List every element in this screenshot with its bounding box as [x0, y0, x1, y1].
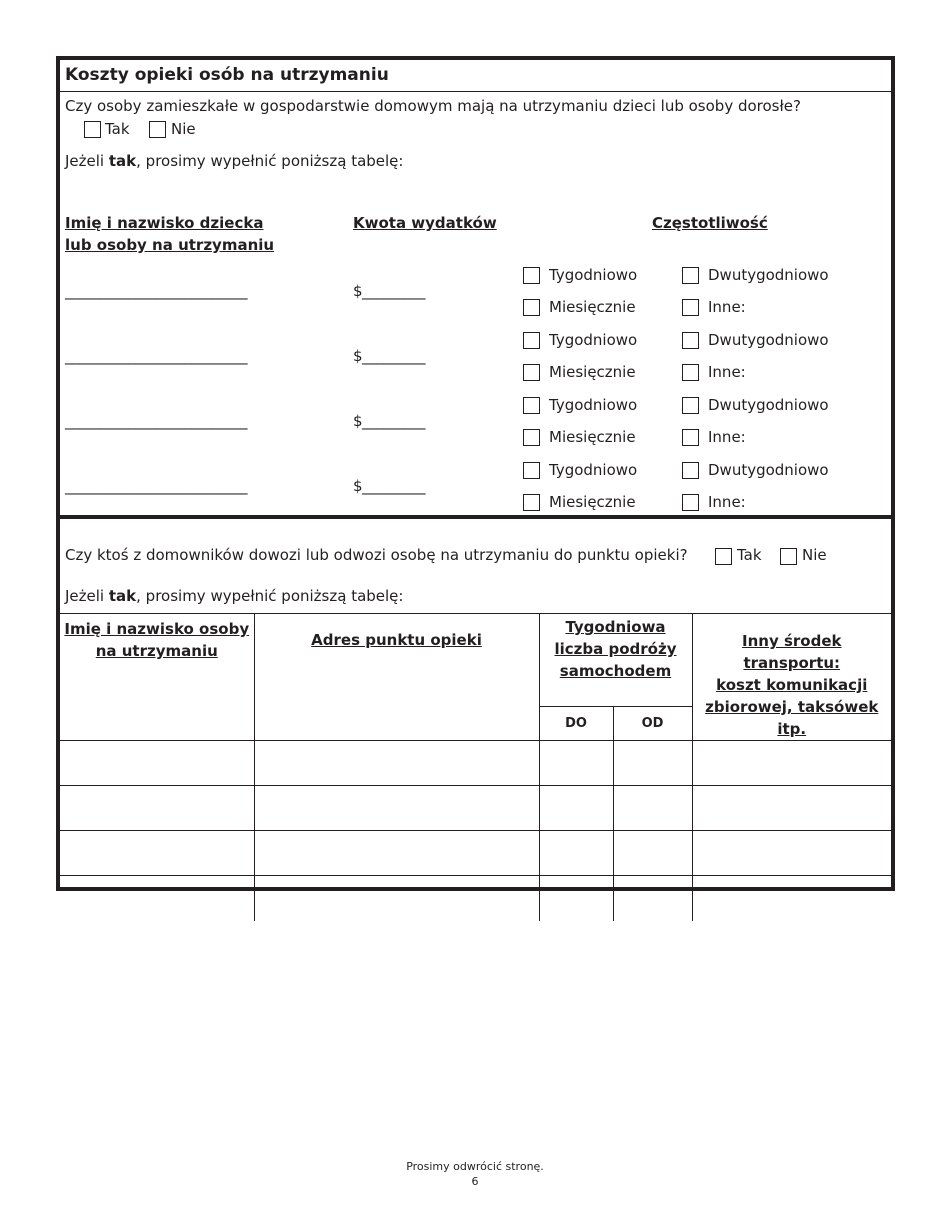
col-dependent-name: Imię i nazwisko osoby na utrzymaniu	[60, 614, 254, 741]
biweekly-checkbox[interactable]	[682, 332, 699, 349]
footer-note: Prosimy odwrócić stronę.	[406, 1160, 544, 1173]
amount-field[interactable]: $_________	[353, 477, 426, 495]
table-cell[interactable]	[254, 741, 539, 786]
biweekly-label: Dwutygodniowo	[708, 266, 829, 284]
transport-no-checkbox[interactable]	[780, 548, 797, 565]
other-checkbox[interactable]	[682, 364, 699, 381]
table-cell[interactable]	[60, 831, 254, 876]
header-dependent-name: Imię i nazwisko dziecka lub osoby na utrzymaniu	[65, 214, 275, 254]
transport-yes-checkbox[interactable]	[715, 548, 732, 565]
table-row	[60, 741, 891, 786]
weekly-checkbox[interactable]	[523, 397, 540, 414]
table-cell[interactable]	[254, 876, 539, 921]
transport-question: Czy ktoś z domowników dowozi lub odwozi osobę na utrzymaniu do punktu opieki?	[65, 546, 688, 564]
other-checkbox[interactable]	[682, 299, 699, 316]
table-cell[interactable]	[539, 741, 613, 786]
monthly-checkbox[interactable]	[523, 494, 540, 511]
weekly-checkbox[interactable]	[523, 462, 540, 479]
table-row	[60, 876, 891, 921]
dependent-name-field[interactable]: __________________________	[65, 282, 247, 300]
table-cell[interactable]	[613, 831, 692, 876]
dependent-care-form	[56, 56, 895, 891]
biweekly-checkbox[interactable]	[682, 397, 699, 414]
table-cell[interactable]	[692, 831, 891, 876]
amount-field[interactable]: $_________	[353, 347, 426, 365]
other-checkbox[interactable]	[682, 494, 699, 511]
other-label: Inne:	[708, 363, 746, 381]
other-checkbox[interactable]	[682, 429, 699, 446]
biweekly-label: Dwutygodniowo	[708, 331, 829, 349]
weekly-checkbox[interactable]	[523, 332, 540, 349]
table-cell[interactable]	[613, 876, 692, 921]
transport-yes-label: Tak	[737, 546, 762, 564]
header-frequency: Częstotliwość	[652, 214, 768, 232]
table-cell[interactable]	[539, 831, 613, 876]
table-cell[interactable]	[254, 786, 539, 831]
biweekly-checkbox[interactable]	[682, 267, 699, 284]
table-cell[interactable]	[539, 786, 613, 831]
monthly-checkbox[interactable]	[523, 299, 540, 316]
monthly-label: Miesięcznie	[549, 298, 636, 316]
other-label: Inne:	[708, 493, 746, 511]
table-cell[interactable]	[692, 786, 891, 831]
col-weekly-trips: Tygodniowa liczba podróży samochodem	[539, 614, 692, 707]
table-cell[interactable]	[613, 786, 692, 831]
dependents-no-label: Nie	[171, 120, 196, 138]
dependents-yes-label: Tak	[105, 120, 130, 138]
table-cell[interactable]	[254, 831, 539, 876]
weekly-checkbox[interactable]	[523, 267, 540, 284]
monthly-label: Miesięcznie	[549, 428, 636, 446]
section-divider	[60, 515, 891, 519]
transport-table	[60, 613, 891, 921]
amount-field[interactable]: $_________	[353, 282, 426, 300]
col-from: OD	[613, 707, 692, 741]
table-cell[interactable]	[539, 876, 613, 921]
dependents-yes-checkbox[interactable]	[84, 121, 101, 138]
monthly-checkbox[interactable]	[523, 429, 540, 446]
table-row	[60, 831, 891, 876]
weekly-label: Tygodniowo	[549, 396, 638, 414]
table-cell[interactable]	[60, 876, 254, 921]
dependent-name-field[interactable]: __________________________	[65, 347, 247, 365]
table-row	[60, 786, 891, 831]
monthly-label: Miesięcznie	[549, 493, 636, 511]
fill-table-instruction-2: Jeżeli tak, prosimy wypełnić poniższą tabelę:	[65, 587, 404, 605]
weekly-label: Tygodniowo	[549, 331, 638, 349]
table-cell[interactable]	[692, 741, 891, 786]
table-cell[interactable]	[692, 876, 891, 921]
other-label: Inne:	[708, 298, 746, 316]
section-title: Koszty opieki osób na utrzymaniu	[60, 60, 891, 92]
dependent-name-field[interactable]: __________________________	[65, 477, 247, 495]
header-amount: Kwota wydatków	[353, 214, 497, 232]
dependents-question: Czy osoby zamieszkałe w gospodarstwie domowym mają na utrzymaniu dzieci lub osoby dorosłe?	[65, 97, 801, 115]
table-cell[interactable]	[60, 786, 254, 831]
weekly-label: Tygodniowo	[549, 461, 638, 479]
col-care-address: Adres punktu opieki	[254, 614, 539, 741]
amount-field[interactable]: $_________	[353, 412, 426, 430]
dependent-name-field[interactable]: __________________________	[65, 412, 247, 430]
fill-table-instruction: Jeżeli tak, prosimy wypełnić poniższą tabelę:	[65, 152, 404, 170]
page-number: 6	[471, 1175, 479, 1188]
monthly-checkbox[interactable]	[523, 364, 540, 381]
col-other-transport: Inny środek transportu: koszt komunikacji zbiorowej, taksówek itp.	[692, 614, 891, 741]
dependents-no-checkbox[interactable]	[149, 121, 166, 138]
monthly-label: Miesięcznie	[549, 363, 636, 381]
weekly-label: Tygodniowo	[549, 266, 638, 284]
other-label: Inne:	[708, 428, 746, 446]
transport-no-label: Nie	[802, 546, 827, 564]
col-to: DO	[539, 707, 613, 741]
table-cell[interactable]	[60, 741, 254, 786]
biweekly-label: Dwutygodniowo	[708, 396, 829, 414]
table-cell[interactable]	[613, 741, 692, 786]
biweekly-checkbox[interactable]	[682, 462, 699, 479]
biweekly-label: Dwutygodniowo	[708, 461, 829, 479]
